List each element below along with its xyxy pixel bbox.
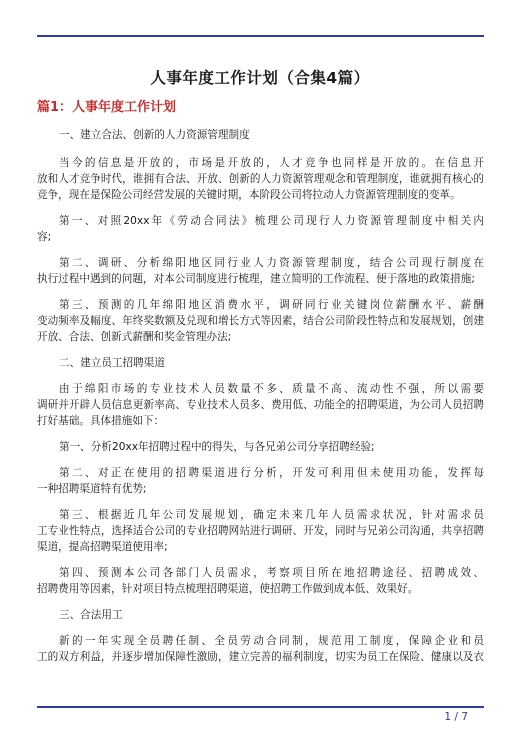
paragraph-line: 第二、对正在使用的招聘渠道进行分析，开发可利用但未使用功能，发挥每	[59, 467, 484, 479]
bottom-rule	[37, 706, 484, 708]
paragraph-line: 渠道，提高招聘渠道使用率;	[37, 541, 168, 553]
paragraph-line: 第四、预测本公司各部门人员需求，考察项目所在地招聘途径、招聘成效、	[59, 567, 484, 579]
page-number: 1 / 7	[444, 711, 468, 723]
paragraph-line: 由于绵阳市场的专业技术人员数量不多、质量不高、流动性不强，所以需要	[59, 383, 484, 395]
paragraph-line: 打好基础。具体措施如下：	[37, 415, 165, 427]
paragraph-line: 容;	[37, 231, 52, 243]
paragraph-line: 新的一年实现全员聘任制、全员劳动合同制，规范用工制度，保障企业和员	[59, 635, 484, 647]
paragraph-line: 调研并开辟人员信息更新率高、专业技术人员多、费用低、功能全的招聘渠道，为公司人员招聘	[37, 399, 484, 411]
paragraph-line: 一种招聘渠道特有优势;	[37, 483, 147, 495]
paragraph-line: 执行过程中遇到的问题，对本公司制度进行梳理，建立简明的工作流程、便于落地的政策措施;	[37, 273, 475, 285]
paragraph-line: 当今的信息是开放的，市场是开放的，人才竞争也同样是开放的。在信息开	[59, 157, 484, 169]
paragraph-line: 开放、合法、创新式薪酬和奖金管理办法;	[37, 331, 232, 343]
section-heading: 二、建立员工招聘渠道	[59, 357, 165, 369]
paragraph-line: 工的双方利益，并逐步增加保障性激励，建立完善的福利制度，切实为员工在保险、健康以及衣	[37, 651, 484, 663]
section-heading: 一、建立合法、创新的人力资源管理制度	[59, 129, 250, 141]
paragraph-line: 工专业性特点，选择适合公司的专业招聘网站进行调研、开发，同时与兄弟公司沟通，共享招聘	[37, 525, 484, 537]
document-title: 人事年度工作计划（合集4篇）	[150, 69, 370, 87]
top-rule	[37, 35, 484, 37]
paragraph-line: 第一、分析20xx年招聘过程中的得失，与各兄弟公司分享招聘经验;	[59, 441, 375, 453]
paragraph-line: 放和人才竞争时代，谁拥有合法、开放、创新的人力资源管理观念和管理制度，谁就拥有核心的	[37, 173, 484, 185]
paragraph-line: 第二、调研、分析绵阳地区同行业人力资源管理制度，结合公司现行制度在	[59, 257, 484, 269]
paragraph-line: 变动频率及幅度、年终奖数额及兑现和增长方式等因素，结合公司阶段性特点和发展规划，创建	[37, 315, 484, 327]
paragraph-line: 第一、对照20xx年《劳动合同法》梳理公司现行人力资源管理制度中相关内	[59, 215, 484, 227]
section-heading: 三、合法用工	[59, 609, 123, 621]
chapter-heading: 篇1：人事年度工作计划	[37, 100, 177, 115]
paragraph-line: 招聘费用等因素，针对项目特点梳理招聘渠道，使招聘工作做到成本低、效果好。	[37, 583, 419, 595]
paragraph-line: 竞争，现在是保险公司经营发展的关键时期，本阶段公司将拉动人力资源管理制度的变革。	[37, 189, 461, 201]
paragraph-line: 第三、根据近几年公司发展规划，确定未来几年人员需求状况，针对需求员	[59, 509, 484, 521]
paragraph-line: 第三、预测的几年绵阳地区消费水平，调研同行业关键岗位薪酬水平、薪酬	[59, 299, 484, 311]
